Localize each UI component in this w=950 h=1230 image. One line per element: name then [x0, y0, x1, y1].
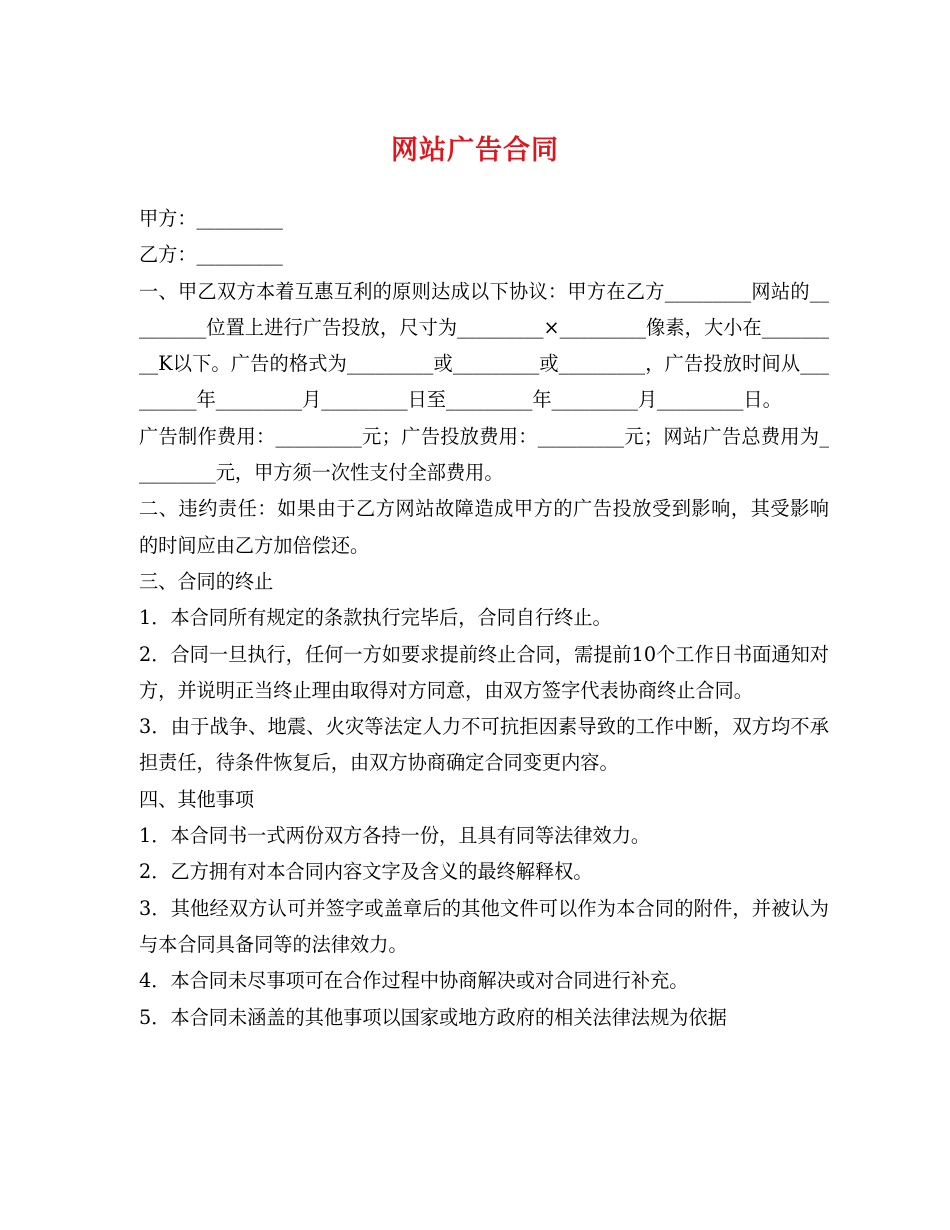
section-4-item-1: 1．本合同书一式两份双方各持一份，且具有同等法律效力。 [139, 824, 651, 848]
party-b-line: 乙方：_________ [139, 243, 283, 267]
section-3-heading: 三、合同的终止 [139, 569, 274, 593]
document-body [139, 201, 829, 1036]
section-4-item-3: 3．其他经双方认可并签字或盖章后的其他文件可以作为本合同的附件，并被认为与本合同具备同等的法律效力。 [139, 896, 829, 956]
clause-1-fees: 广告制作费用：_________元；广告投放费用：_________元；网站广告总费用为_________元，甲方须一次性支付全部费用。 [139, 424, 829, 485]
section-4-heading: 四、其他事项 [139, 787, 255, 811]
section-3-item-2: 2．合同一旦执行，任何一方如要求提前终止合同，需提前10个工作日书面通知对方，并说明正当终止理由取得对方同意，由双方签字代表协商终止合同。 [139, 642, 829, 702]
section-3-item-1: 1．本合同所有规定的条款执行完毕后，合同自行终止。 [139, 606, 612, 630]
clause-2-liability: 二、违约责任：如果由于乙方网站故障造成甲方的广告投放受到影响，其受影响的时间应由乙方加倍偿还。 [139, 497, 829, 557]
document-title: 网站广告合同 [391, 135, 559, 166]
section-4-item-2: 2．乙方拥有对本合同内容文字及含义的最终解释权。 [139, 860, 593, 884]
section-4-item-4: 4．本合同未尽事项可在合作过程中协商解决或对合同进行补充。 [139, 969, 689, 993]
section-4-item-5: 5．本合同未涵盖的其他事项以国家或地方政府的相关法律法规为依据 [139, 1005, 727, 1029]
party-a-line: 甲方：_________ [139, 207, 283, 230]
section-3-item-3: 3．由于战争、地震、火灾等法定人力不可抗拒因素导致的工作中断，双方均不承担责任，待条件恢复后，由双方协商确定合同变更内容。 [139, 715, 829, 775]
clause-1-agreement: 一、甲乙双方本着互惠互利的原则达成以下协议：甲方在乙方_________网站的_________位置上进行广告投放，尺寸为_________×_________像素，大小在_________K以下。广告的格式为_________或_________或_________，广告投放时间从_________年_________月_________日至_________年_________月_________日。 [139, 279, 829, 412]
